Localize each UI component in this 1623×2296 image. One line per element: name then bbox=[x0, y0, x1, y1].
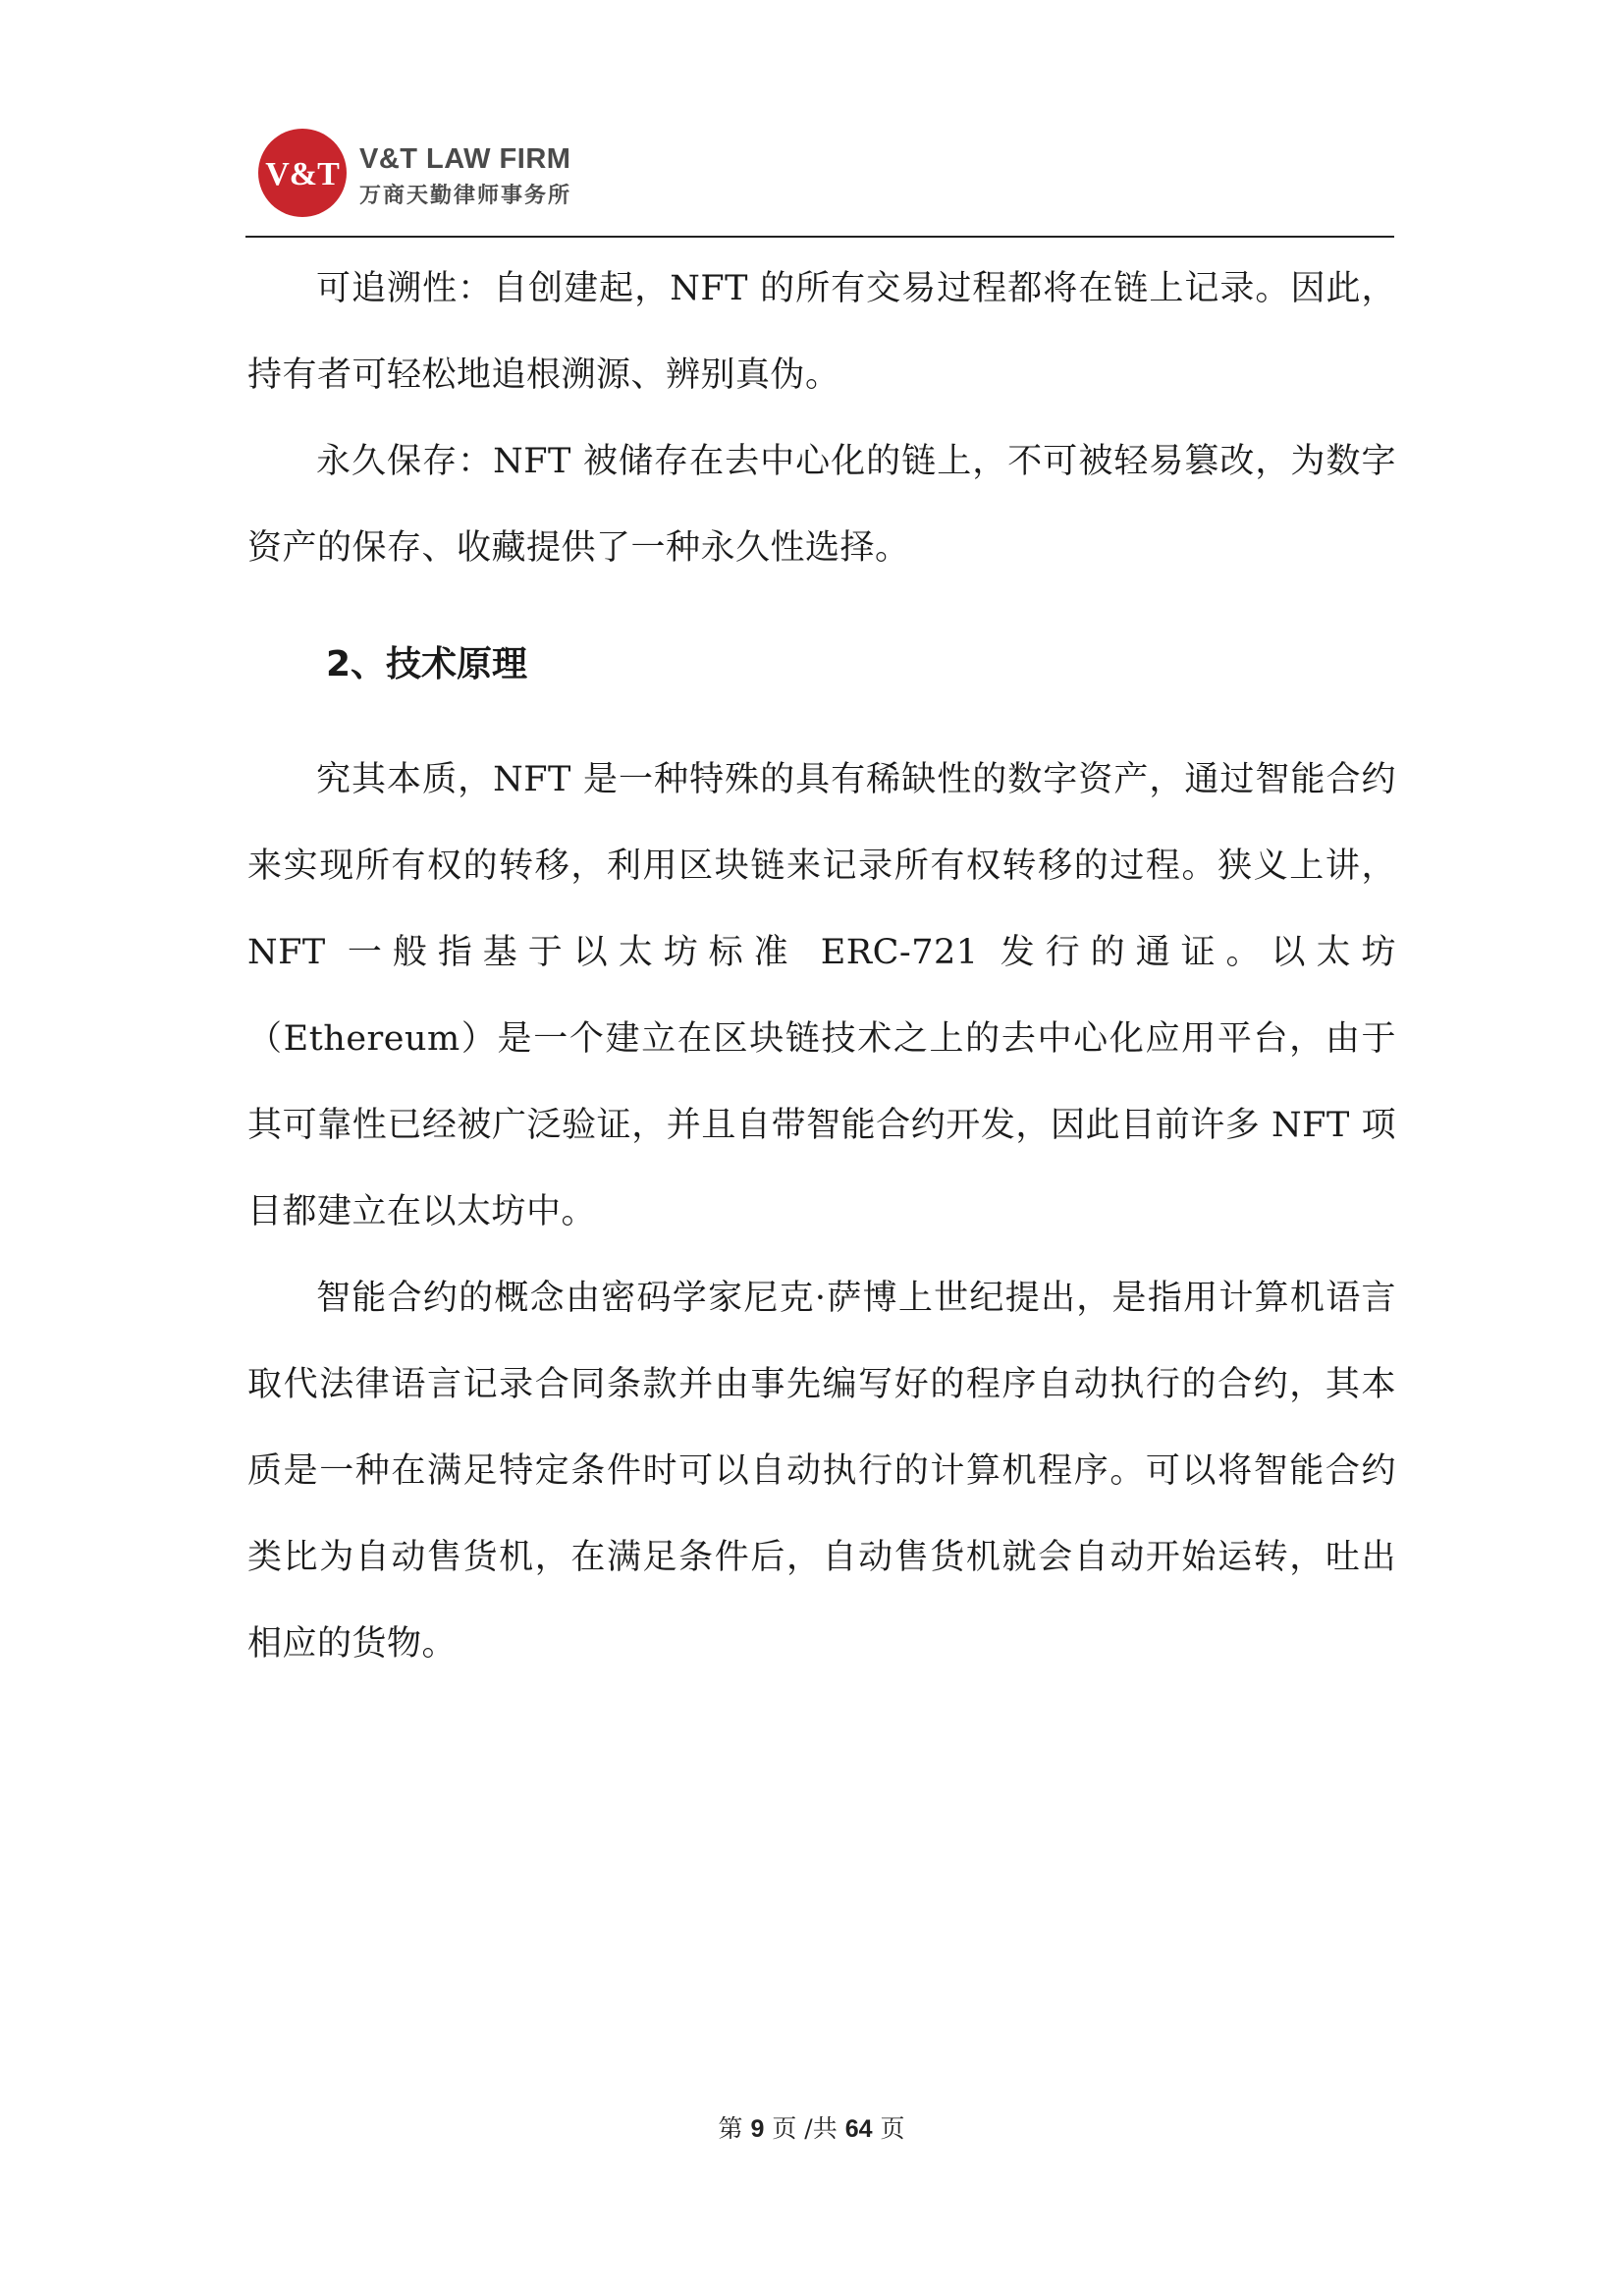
footer-suffix: 页 bbox=[880, 2114, 905, 2143]
section-heading: 2、技术原理 bbox=[326, 644, 528, 684]
paragraph-smart-contract: 智能合约的概念由密码学家尼克·萨博上世纪提出，是指用计算机语言取代法律语言记录合同条款并由事先编写好的程序自动执行的合约，其本质是一种在满足特定条件时可以自动执行的计算机程序。可以将智能合约类比为自动售货机，在满足条件后，自动售货机就会自动开始运转，吐出相应的货物。 bbox=[247, 1279, 1396, 1664]
paragraph-permanent-storage: 永久保存：NFT 被储存在去中心化的链上，不可被轻易篡改，为数字资产的保存、收藏提供了一种永久性选择。 bbox=[247, 442, 1396, 568]
page-header bbox=[245, 126, 1394, 238]
firm-logo bbox=[257, 128, 348, 218]
paragraph-traceability: 可追溯性：自创建起，NFT 的所有交易过程都将在链上记录。因此，持有者可轻松地追根溯源、辨别真伪。 bbox=[247, 269, 1396, 395]
page-total: 64 bbox=[844, 2115, 873, 2143]
firm-name-en: V&T LAW FIRM bbox=[359, 143, 571, 175]
page-footer bbox=[0, 2109, 1623, 2145]
document-body bbox=[247, 246, 1396, 1687]
logo-text: V&T bbox=[265, 156, 340, 192]
footer-prefix: 第 bbox=[718, 2114, 743, 2143]
firm-name-cn: 万商天勤律师事务所 bbox=[359, 184, 572, 208]
paragraph-nft-essence: 究其本质，NFT 是一种特殊的具有稀缺性的数字资产，通过智能合约来实现所有权的转移，利用区块链来记录所有权转移的过程。狭义上讲，NFT 一般指基于以太坊标准 ERC-721 发行的通证。以太坊（Ethereum）是一个建立在区块链技术之上的去中心化应用平台，由于其可靠性已经被广泛验证，并且自带智能合约开发，因此目前许多 NFT 项目都建立在以太坊中。 bbox=[247, 760, 1396, 1231]
footer-middle: 页 /共 bbox=[772, 2114, 838, 2143]
page-number: 9 bbox=[750, 2115, 765, 2143]
